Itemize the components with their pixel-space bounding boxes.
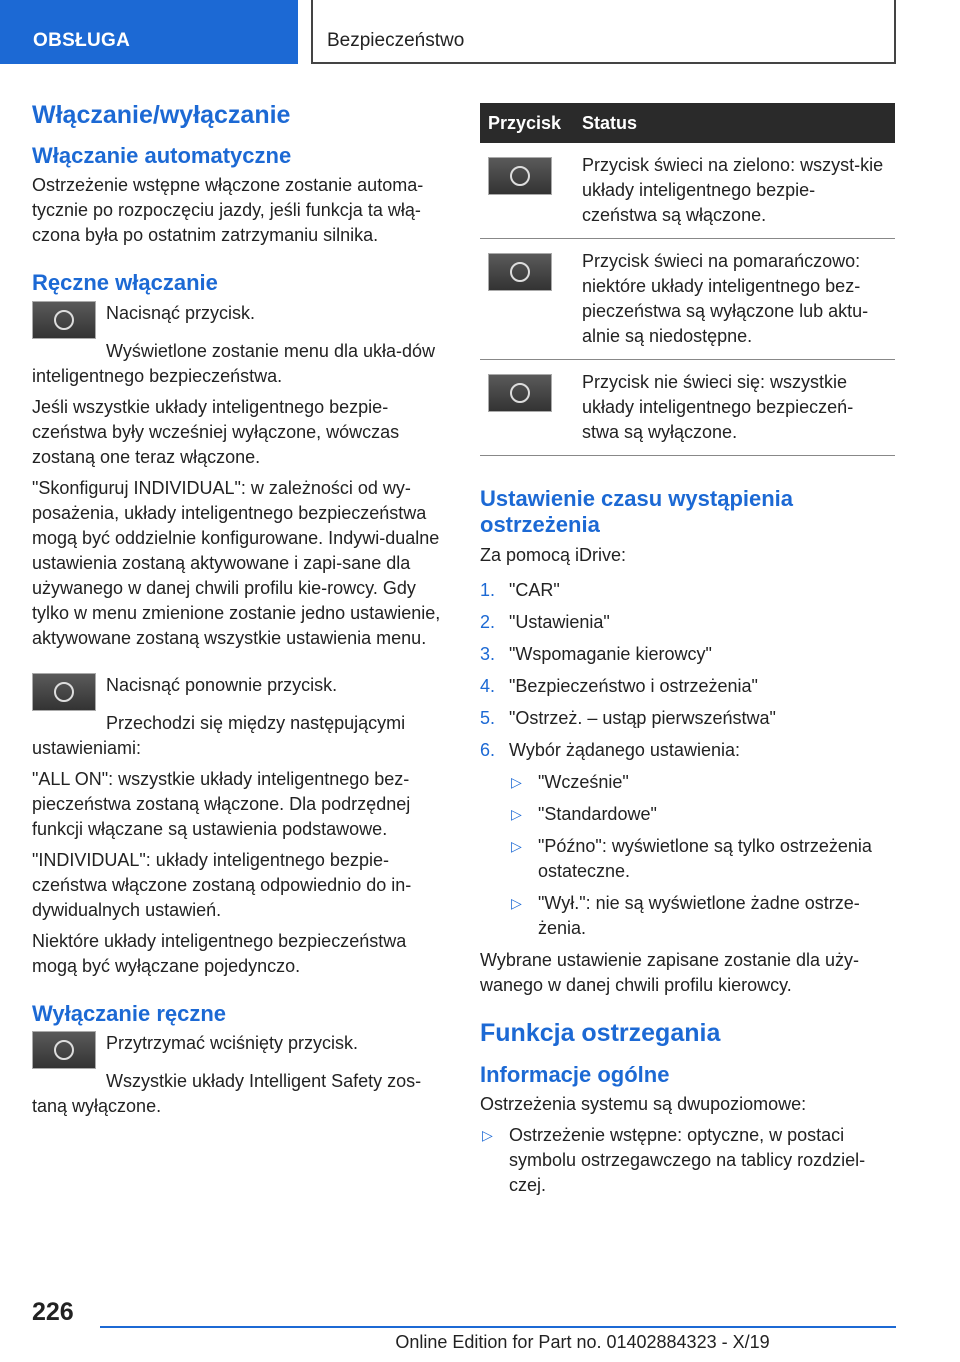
safety-button-icon — [32, 1031, 96, 1069]
cycles-text: Przechodzi się między następującymi ustawieniami: — [32, 712, 406, 758]
some-off-text: Niektóre układy inteligentnego bezpieczeństwa mogą być wyłączane pojedynczo. — [32, 930, 407, 976]
function-heading: Funkcja ostrzegania — [480, 1018, 721, 1047]
chapter-title: Bezpieczeństwo — [311, 0, 896, 64]
table-row — [480, 360, 895, 456]
manual-off-heading: Wyłączanie ręczne — [32, 1000, 227, 1026]
triangle-bullet-icon: ▷ — [511, 894, 522, 911]
saved-text: Wybrane ustawienie zapisane zostanie dla uży-wanego w danej chwili profilu kierowcy. — [480, 949, 860, 995]
hold-button-instruction — [32, 1031, 448, 1069]
list-item: 4. "Bezpieczeństwo i ostrzeżenia" — [480, 675, 758, 696]
right-column — [480, 103, 896, 1198]
column-header-status: Status — [574, 103, 895, 143]
list-item: 1. "CAR" — [480, 579, 560, 600]
status-cell: Przycisk nie świeci się: wszystkie układy inteligentnego bezpieczeń-stwa są wyłączone. — [574, 360, 895, 456]
list-item: 3. "Wspomaganie kierowcy" — [480, 643, 712, 664]
status-cell: Przycisk świeci na pomarańczowo: niektóre układy inteligentnego bez-pieczeństwa są wyłączone lub aktu-alnie są niedostępne. — [574, 239, 895, 360]
safety-button-icon — [488, 374, 552, 412]
page-number: 226 — [32, 1298, 74, 1326]
steps-list — [480, 578, 896, 941]
page-header — [0, 0, 960, 66]
press-button-text: Nacisnąć przycisk. — [106, 302, 256, 323]
safety-button-icon — [32, 301, 96, 339]
table-row — [480, 239, 895, 360]
section-tab[interactable]: OBSŁUGA — [0, 0, 298, 64]
manual-on-heading: Ręczne włączanie — [32, 270, 218, 296]
press-again-text: Nacisnąć ponownie przycisk. — [106, 674, 338, 695]
list-item: ▷ "Późno": wyświetlone są tylko ostrzeżenia ostateczne. — [511, 835, 872, 881]
edition-text: Online Edition for Part no. 01402884323 - X/19 — [395, 1332, 770, 1352]
individual-text: "INDIVIDUAL": układy inteligentnego bezpie-czeństwa włączone zostaną odpowiednio do in-dywidualnych ustawień. — [32, 849, 412, 920]
list-item: 6. Wybór żądanego ustawienia: ▷ "Wcześnie" ▷ "Standardowe" ▷ "Późno": wyświetlone są tylko ostrzeżenia ostateczne. ▷ "Wył.": nie są wyświetlone żadne ostrze-żenia. — [480, 738, 896, 941]
footer-divider — [100, 1326, 896, 1328]
triangle-bullet-icon: ▷ — [511, 805, 522, 822]
options-list — [509, 770, 896, 941]
list-item: ▷ "Wcześnie" — [509, 770, 896, 795]
table-header-row — [480, 103, 895, 143]
status-table — [480, 103, 895, 456]
all-on-text: "ALL ON": wszystkie układy inteligentnego bez-pieczeństwa zostaną włączone. Dla podrzędnej funkcji włączane są ustawienia podstawowe. — [32, 768, 411, 839]
page-footer — [0, 1290, 960, 1362]
configure-text: "Skonfiguruj INDIVIDUAL": w zależności od wy-posażenia, układy inteligentnego bezpieczeństwa mogą być oddzielnie konfigurowane. Indywi-dualne ustawienia zostaną aktywowane i zapi-sane dla używanego w danej chwili profilu kie-rowcy. Gdy tylko w menu zmienione zostanie jedno ustawienie, aktywowane zostaną wszystkie ustawienia menu. — [32, 477, 441, 648]
two-level-text: Ostrzeżenia systemu są dwupoziomowe: — [480, 1094, 807, 1115]
timing-heading: Ustawienie czasu wystąpienia ostrzeżenia — [480, 486, 794, 538]
column-header-button: Przycisk — [480, 103, 574, 143]
list-item: 2. "Ustawienia" — [480, 611, 610, 632]
status-cell: Przycisk świeci na zielono: wszyst-kie układy inteligentnego bezpie-czeństwa są włączone. — [574, 143, 895, 239]
all-off-text: Jeśli wszystkie układy inteligentnego bezpie-czeństwa były wcześniej wyłączone, wówczas zostaną one teraz włączone. — [32, 396, 400, 467]
auto-on-text: Ostrzeżenie wstępne włączone zostanie automa-tycznie po rozpoczęciu jazdy, jeśli funkcja ta włą-czona była po ostatnim zatrzymaniu silnika. — [32, 175, 424, 246]
list-item: 5. "Ostrzeż. – ustąp pierwszeństwa" — [480, 707, 776, 728]
list-item: ▷ "Standardowe" — [509, 802, 896, 827]
triangle-bullet-icon: ▷ — [511, 773, 522, 790]
all-disabled-text: Wszystkie układy Intelligent Safety zos-taną wyłączone. — [32, 1071, 422, 1117]
list-item: ▷ Ostrzeżenie wstępne: optyczne, w postaci symbolu ostrzegawczego na tablicy rozdziel-czej. — [482, 1125, 866, 1196]
safety-button-icon — [32, 673, 96, 711]
left-column — [32, 100, 448, 1125]
safety-button-icon — [488, 253, 552, 291]
page-title: Włączanie/wyłączanie — [32, 101, 291, 129]
triangle-bullet-icon: ▷ — [482, 1127, 493, 1144]
press-button-instruction — [32, 301, 448, 339]
via-idrive-text: Za pomocą iDrive: — [480, 544, 627, 565]
hold-button-text: Przytrzymać wciśnięty przycisk. — [106, 1033, 359, 1054]
table-row — [480, 143, 895, 239]
safety-button-icon — [488, 157, 552, 195]
warning-list — [480, 1123, 896, 1198]
menu-shown-text: Wyświetlone zostanie menu dla ukła-dów inteligentnego bezpieczeństwa. — [32, 340, 436, 386]
triangle-bullet-icon: ▷ — [511, 837, 522, 854]
press-again-instruction — [32, 673, 448, 711]
general-heading: Informacje ogólne — [480, 1061, 670, 1087]
list-item: ▷ "Wył.": nie są wyświetlone żadne ostrze-żenia. — [511, 892, 860, 938]
auto-on-heading: Włączanie automatyczne — [32, 143, 292, 168]
